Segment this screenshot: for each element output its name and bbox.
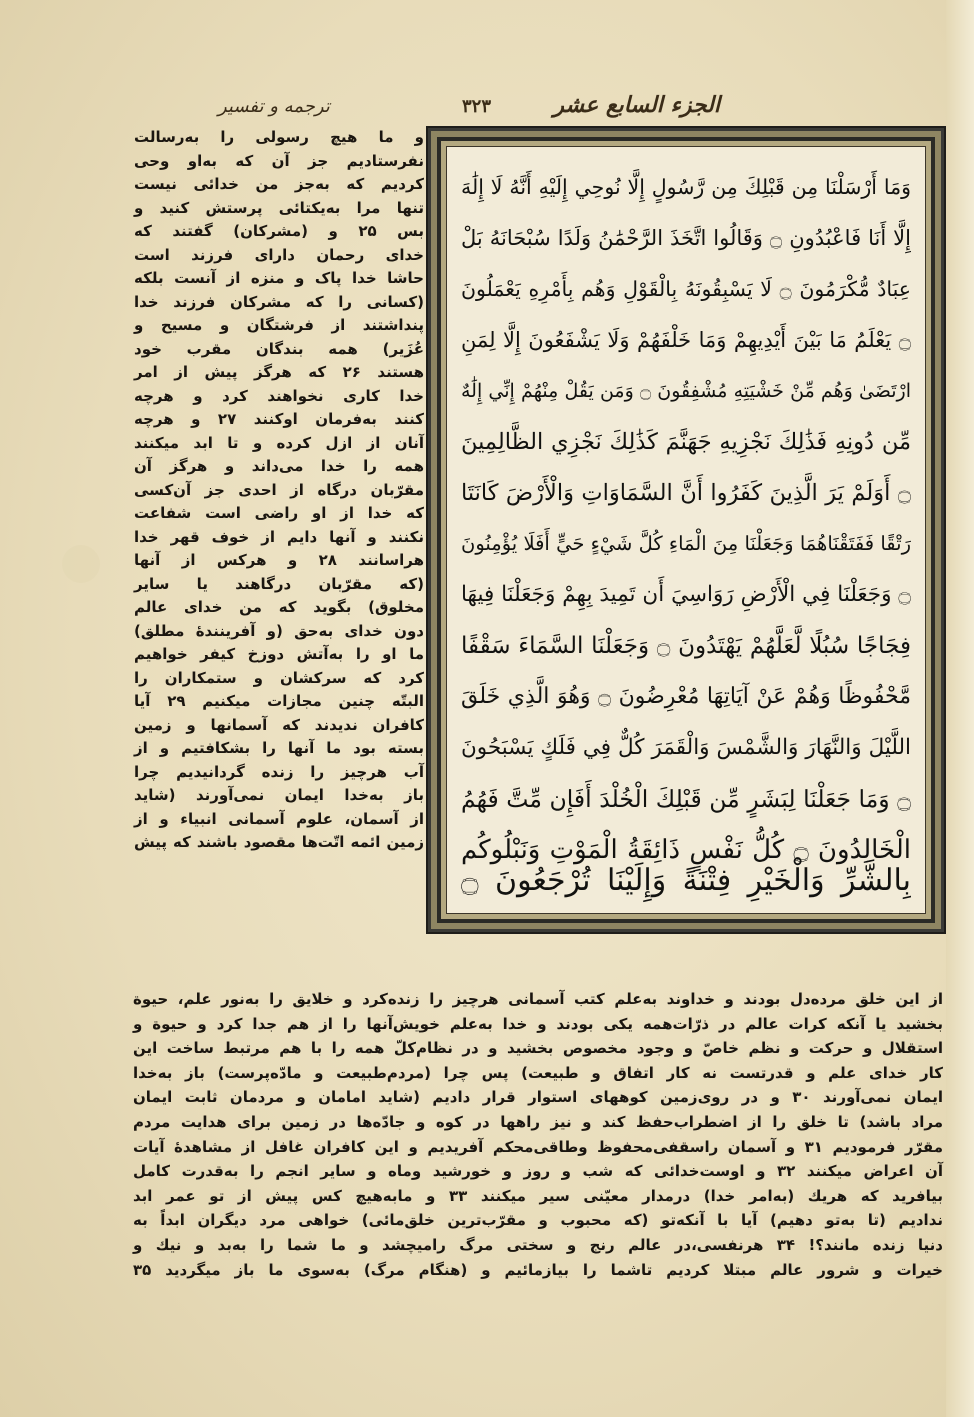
translation-line: آنان از ازل کرده و تا ابد میکنند [134, 433, 424, 452]
quran-line: رَتْقًا فَفَتَقْنَاهُمَا وَجَعَلْنَا مِنَ الْمَاءِ كُلَّ شَيْءٍ حَيٍّ أَفَلَا يُؤْمِنُونَ [461, 532, 911, 555]
quran-text-area [447, 147, 925, 913]
translation-line: کردیم که به‌جز من خدائی نیست [134, 175, 424, 193]
quran-line: ۝ وَجَعَلْنَا فِي الْأَرْضِ رَوَاسِيَ أَن تَمِيدَ بِهِمْ وَجَعَلْنَا فِيهَا [461, 582, 911, 607]
translation-line: از آسمان، علوم آسمانی انبیاء و از [134, 809, 424, 828]
quran-line: مَّحْفُوظًا وَهُمْ عَنْ آيَاتِهَا مُعْرِضُونَ ۝ وَهُوَ الَّذِي خَلَقَ [461, 684, 911, 709]
quran-line: عِبَادٌ مُّكْرَمُونَ ۝ لَا يَسْبِقُونَهُ بِالْقَوْلِ وَهُم بِأَمْرِهِ يَعْمَلُونَ [461, 277, 911, 301]
translation-line: بس ۲۵ و (مشرکان) گفتند که [134, 222, 424, 240]
quran-line: الْخَالِدُونَ ۝ كُلُّ نَفْسٍ ذَائِقَةُ الْمَوْتِ وَنَبْلُوكُم [461, 835, 911, 865]
quran-line: فِجَاجًا سُبُلًا لَّعَلَّهُمْ يَهْتَدُونَ ۝ وَجَعَلْنَا السَّمَاءَ سَقْفًا [461, 633, 911, 659]
page-edge [946, 0, 974, 1417]
translation-line: پنداشتند از فرشتگان و مسیح و [134, 316, 424, 334]
translation-line: باز به‌خدا ایمان نمی‌آورند (شاید [134, 786, 424, 804]
translation-line: ندادیم (تا به‌تو دهیم) آیا با آنکه‌تو (که محبوب و مقرّب‌ترین خلق‌مائی) خواهی مرد دیگران ابداً به [133, 1211, 943, 1230]
translation-line: کافران ندیدند که آسمانها و زمین [134, 715, 424, 734]
translation-line: ما او را به‌آتش دوزخ کیفر خواهیم [134, 645, 424, 663]
faded-seal-mark [62, 545, 100, 583]
translation-line: کنند به‌فرمان اوکنند ۲۷ و هرچه [134, 410, 424, 428]
translation-line: نکنند و آنها دایم از خوف قهر خدا [134, 527, 424, 546]
translation-line: بیافرید که هریك (به‌امر خدا) درمدار معیّنی سیر میکنند ۳۳ و مابه‌هیچ کس پیش از تو عمر ابد [133, 1186, 943, 1205]
translation-line: آن اعراض میکنند ۳۲ و اوست‌خدائی که شب و روز و خورشید وماه و سایر انجم را به‌قدرت کامل [133, 1162, 943, 1181]
translation-line: مقرّر فرمودیم ۳۱ و آسمان راسقفی‌محفوظ وطاقی‌محکم آفریدیم و این کافران غافل از مشاهدهٔ آیات [133, 1137, 943, 1156]
translation-line: که خدا از او راضی است شفاعت [134, 504, 424, 522]
translation-line: مقرّبان درگاه از احدی جز آن‌کسی [134, 480, 424, 499]
translation-line: (که مقرّبان درگاهند یا سایر [134, 574, 424, 593]
page-number: ۳۲۳ [462, 96, 492, 117]
quran-line: اللَّيْلَ وَالنَّهَارَ وَالشَّمْسَ وَالْقَمَرَ كُلٌّ فِي فَلَكٍ يَسْبَحُونَ [461, 735, 911, 760]
translation-line: عُزَیر) همه بندگان مقرب خود [134, 339, 424, 358]
translation-line: خیرات و شرور عالم مبتلا کردیم تاشما را بیازمائیم و (هنگام مرگ) به‌سوی ما باز میگردید ۳۵ [133, 1260, 943, 1279]
translation-line: هراسانند ۲۸ و هرکس از آنها [134, 551, 424, 569]
translation-line: همه را خدا می‌داند و هرگز آن [134, 457, 424, 475]
translation-line: هستند ۲۶ که هرگز پیش از امر [134, 363, 424, 381]
translation-line: تنها مرا به‌یکتائی پرستش کنید و [134, 198, 424, 217]
quran-line: ۝ وَمَا جَعَلْنَا لِبَشَرٍ مِّن قَبْلِكَ الْخُلْدَ أَفَإِن مِّتَّ فَهُمُ [461, 785, 911, 813]
juz-title: الجزء السابع عشر [553, 92, 720, 118]
translation-line: استقلال و حرکت و نظم خاصّ و وجود مخصوص بخشید و در نظام‌کلّ همه را با هم مرتبط ساخت این [133, 1039, 943, 1058]
translation-line: آب هرچیز را زنده گردانیدیم چرا [134, 762, 424, 781]
translation-line: خدای رحمان دارای فرزند است [134, 245, 424, 264]
quran-line: ۝ أَوَلَمْ يَرَ الَّذِينَ كَفَرُوا أَنَّ السَّمَاوَاتِ وَالْأَرْضَ كَانَتَا [461, 480, 911, 506]
quran-line: وَمَا أَرْسَلْنَا مِن قَبْلِكَ مِن رَّسُولٍ إِلَّا نُوحِي إِلَيْهِ أَنَّهُ لَا إِلَٰهَ [461, 175, 911, 199]
translation-line: بسته بود ما آنها را بشکافتیم و از [134, 739, 424, 757]
quran-line: بِالشَّرِّ وَالْخَيْرِ فِتْنَةً وَإِلَيْنَا تُرْجَعُونَ ۝ [461, 863, 911, 898]
translation-line: ایمان نمی‌آورند ۳۰ و در روی‌زمین کوههای استوار قرار دادیم (شاید امامان و مردمان ثابت ایمان [133, 1088, 943, 1107]
translation-line: کار خدای علم و قدرتست نه کار اتفاق و طبیعت) پس چرا (مردم‌طبیعت و مادّه‌پرست) باز به‌خدا [133, 1063, 943, 1082]
translation-line: خدا کاری نخواهند کرد و هرچه [134, 386, 424, 405]
quran-line: ارْتَضَىٰ وَهُم مِّنْ خَشْيَتِهِ مُشْفِقُونَ ۝ وَمَن يَقُلْ مِنْهُمْ إِنِّي إِلَٰهٌ [461, 380, 911, 402]
translation-line: کرد که سرکشان و ستمکاران را [134, 668, 424, 687]
quran-text-frame [426, 126, 946, 934]
quran-line: ۝ يَعْلَمُ مَا بَيْنَ أَيْدِيهِمْ وَمَا خَلْفَهُمْ وَلَا يَشْفَعُونَ إِلَّا لِمَنِ [461, 328, 911, 352]
translation-line: و ما هیچ رسولی را به‌رسالت [134, 128, 424, 146]
translation-bottom-block [133, 987, 943, 1282]
translation-line: از این خلق مرده‌دل بودند و خداوند به‌علم کتب آسمانی هرچیز را زنده‌کرد و خلایق را به‌نور علم، حیوة [133, 990, 943, 1008]
translation-line: البتّه چنین مجازات میکنیم ۲۹ آیا [134, 692, 424, 710]
translation-line: دنیا زنده مانند؟! ۳۴ هرنفسی،در عالم رنج و سختی مرگ رامیچشد و ما شما را به‌بد و نیك و [133, 1235, 943, 1254]
translation-line: دون خدای به‌حق (و آفرینندهٔ مطلق) [134, 621, 424, 640]
translation-column [134, 126, 424, 855]
translation-line: (کسانی را که مشرکان فرزند خدا [134, 292, 424, 311]
translation-line: بخشید یا آنکه کرات عالم در ذرّات‌همه یکی بودند و خدا به‌علم خویش‌آنها را از هم جدا کرد و حیوة و [133, 1014, 943, 1033]
translation-line: مخلوق) بگوید که من خدای عالم [134, 598, 424, 616]
translation-line: نفرستادیم جز آن که به‌او وحی [134, 151, 424, 170]
quran-line: مِّن دُونِهِ فَذَٰلِكَ نَجْزِيهِ جَهَنَّمَ كَذَٰلِكَ نَجْزِي الظَّالِمِينَ [461, 429, 911, 455]
translation-line: مراد باشد) تا خلق را از اضطراب‌حفظ کند و نیز راهها در کوه و جادّه‌ها در زمین برای هدایت مردم [133, 1112, 943, 1131]
quran-line: إِلَّا أَنَا فَاعْبُدُونِ ۝ وَقَالُوا اتَّخَذَ الرَّحْمَٰنُ وَلَدًا سُبْحَانَهُ بَلْ [461, 226, 911, 250]
page-header [200, 92, 720, 122]
translation-line: حاشا خدا پاک و منزه از آنست بلکه [134, 269, 424, 287]
translation-line: زمین ائمه اتّت‌ها مقصود باشند که پیش [134, 833, 424, 851]
translation-title: ترجمه و تفسیر [218, 96, 330, 117]
